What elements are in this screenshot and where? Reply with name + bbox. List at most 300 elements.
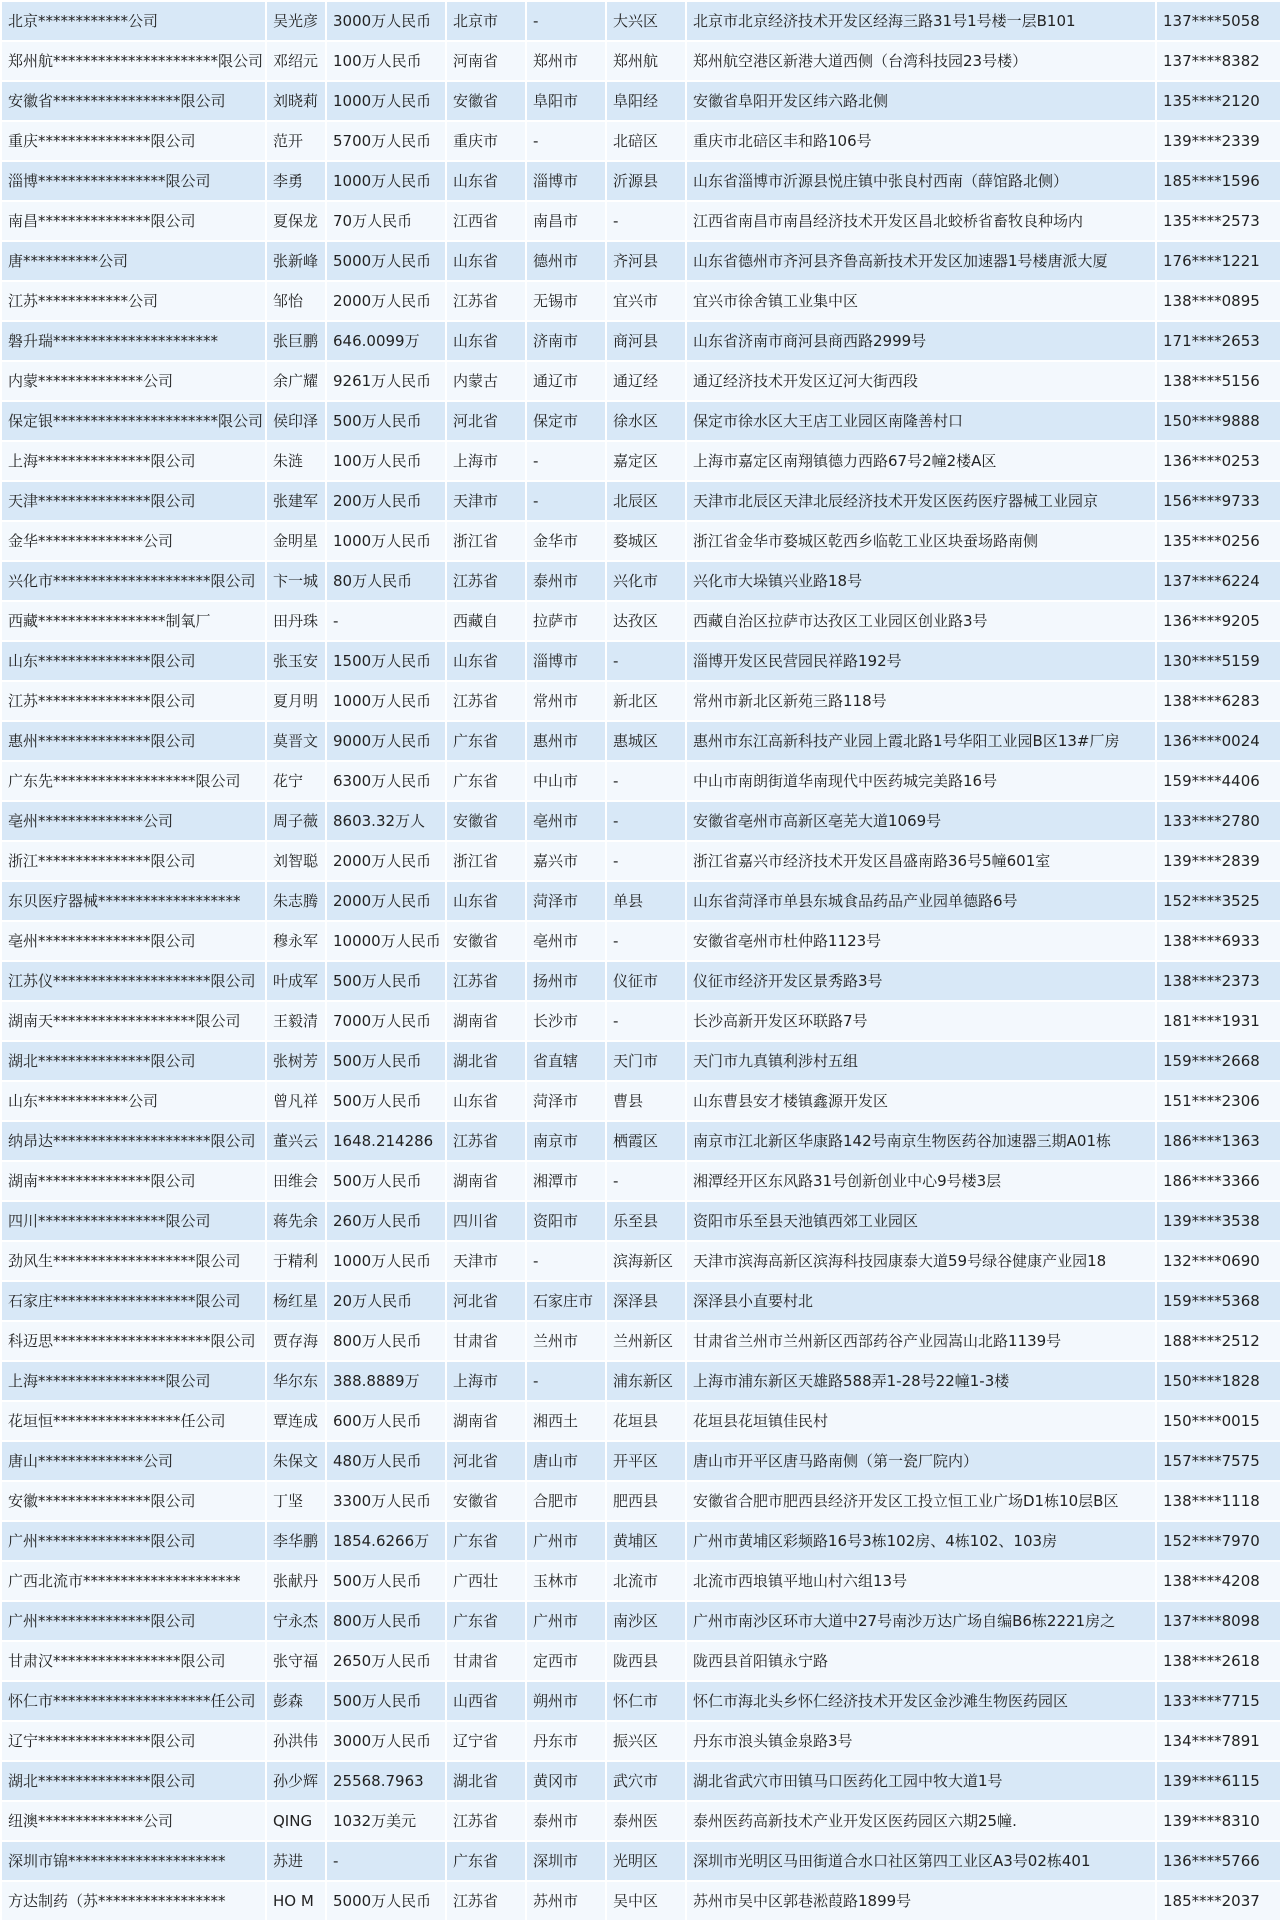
company-name-cell: 江苏************公司 bbox=[1, 281, 266, 321]
district-cell: 武穴市 bbox=[606, 1761, 686, 1801]
company-name-cell: 淄博*****************限公司 bbox=[1, 161, 266, 201]
table-row bbox=[1, 81, 1280, 121]
company-name-cell: 唐山**************公司 bbox=[1, 1441, 266, 1481]
province-cell: 重庆市 bbox=[446, 121, 526, 161]
table-row bbox=[1, 961, 1280, 1001]
province-cell: 四川省 bbox=[446, 1201, 526, 1241]
company-name-cell: 广州***************限公司 bbox=[1, 1521, 266, 1561]
province-cell: 广西壮 bbox=[446, 1561, 526, 1601]
registered-capital-cell: 500万人民币 bbox=[326, 1561, 446, 1601]
province-cell: 上海市 bbox=[446, 441, 526, 481]
province-cell: 天津市 bbox=[446, 1241, 526, 1281]
registered-capital-cell: 3300万人民币 bbox=[326, 1481, 446, 1521]
legal-person-cell: 刘智聪 bbox=[266, 841, 326, 881]
city-cell: 省直辖 bbox=[526, 1041, 606, 1081]
registered-capital-cell: 5000万人民币 bbox=[326, 241, 446, 281]
province-cell: 广东省 bbox=[446, 1601, 526, 1641]
phone-cell: 150****0015 bbox=[1156, 1401, 1280, 1441]
city-cell: 菏泽市 bbox=[526, 1081, 606, 1121]
city-cell: 嘉兴市 bbox=[526, 841, 606, 881]
legal-person-cell: 张树芳 bbox=[266, 1041, 326, 1081]
table-row bbox=[1, 161, 1280, 201]
company-name-cell: 亳州**************公司 bbox=[1, 801, 266, 841]
phone-cell: 137****6224 bbox=[1156, 561, 1280, 601]
registered-capital-cell: 500万人民币 bbox=[326, 1041, 446, 1081]
table-row bbox=[1, 321, 1280, 361]
province-cell: 安徽省 bbox=[446, 801, 526, 841]
district-cell: 陇西县 bbox=[606, 1641, 686, 1681]
city-cell: 菏泽市 bbox=[526, 881, 606, 921]
company-name-cell: 方达制药（苏***************** bbox=[1, 1881, 266, 1921]
registered-capital-cell: 646.0099万 bbox=[326, 321, 446, 361]
phone-cell: 136****5766 bbox=[1156, 1841, 1280, 1881]
city-cell: 阜阳市 bbox=[526, 81, 606, 121]
legal-person-cell: 周子薇 bbox=[266, 801, 326, 841]
table-row bbox=[1, 361, 1280, 401]
city-cell: 黄冈市 bbox=[526, 1761, 606, 1801]
city-cell: 广州市 bbox=[526, 1601, 606, 1641]
province-cell: 山东省 bbox=[446, 641, 526, 681]
legal-person-cell: 宁永杰 bbox=[266, 1601, 326, 1641]
legal-person-cell: 董兴云 bbox=[266, 1121, 326, 1161]
company-name-cell: 安徽***************限公司 bbox=[1, 1481, 266, 1521]
province-cell: 安徽省 bbox=[446, 921, 526, 961]
district-cell: - bbox=[606, 641, 686, 681]
province-cell: 湖北省 bbox=[446, 1761, 526, 1801]
address-cell: 上海市浦东新区天雄路588弄1-28号22幢1-3楼 bbox=[686, 1361, 1156, 1401]
district-cell: 黄埔区 bbox=[606, 1521, 686, 1561]
legal-person-cell: 张玉安 bbox=[266, 641, 326, 681]
district-cell: 乐至县 bbox=[606, 1201, 686, 1241]
legal-person-cell: 于精利 bbox=[266, 1241, 326, 1281]
city-cell: 无锡市 bbox=[526, 281, 606, 321]
district-cell: 郑州航 bbox=[606, 41, 686, 81]
address-cell: 山东曹县安才楼镇鑫源开发区 bbox=[686, 1081, 1156, 1121]
district-cell: 吴中区 bbox=[606, 1881, 686, 1921]
phone-cell: 138****6933 bbox=[1156, 921, 1280, 961]
legal-person-cell: 朱志腾 bbox=[266, 881, 326, 921]
district-cell: 开平区 bbox=[606, 1441, 686, 1481]
company-name-cell: 纽澳**************公司 bbox=[1, 1801, 266, 1841]
city-cell: 淄博市 bbox=[526, 161, 606, 201]
phone-cell: 152****3525 bbox=[1156, 881, 1280, 921]
province-cell: 江苏省 bbox=[446, 1121, 526, 1161]
legal-person-cell: 张巨鹏 bbox=[266, 321, 326, 361]
district-cell: 深泽县 bbox=[606, 1281, 686, 1321]
table-row bbox=[1, 601, 1280, 641]
table-row bbox=[1, 1841, 1280, 1881]
district-cell: 北碚区 bbox=[606, 121, 686, 161]
company-name-cell: 北京************公司 bbox=[1, 1, 266, 41]
legal-person-cell: 叶成军 bbox=[266, 961, 326, 1001]
province-cell: 山东省 bbox=[446, 241, 526, 281]
registered-capital-cell: 1000万人民币 bbox=[326, 161, 446, 201]
company-name-cell: 山东************公司 bbox=[1, 1081, 266, 1121]
company-name-cell: 唐**********公司 bbox=[1, 241, 266, 281]
phone-cell: 188****2512 bbox=[1156, 1321, 1280, 1361]
province-cell: 山东省 bbox=[446, 1081, 526, 1121]
district-cell: 怀仁市 bbox=[606, 1681, 686, 1721]
legal-person-cell: 邹怡 bbox=[266, 281, 326, 321]
city-cell: 兰州市 bbox=[526, 1321, 606, 1361]
registered-capital-cell: 1500万人民币 bbox=[326, 641, 446, 681]
district-cell: 齐河县 bbox=[606, 241, 686, 281]
district-cell: 天门市 bbox=[606, 1041, 686, 1081]
city-cell: - bbox=[526, 121, 606, 161]
phone-cell: 176****1221 bbox=[1156, 241, 1280, 281]
company-name-cell: 广东先*******************限公司 bbox=[1, 761, 266, 801]
city-cell: 保定市 bbox=[526, 401, 606, 441]
legal-person-cell: 邓绍元 bbox=[266, 41, 326, 81]
table-row bbox=[1, 1241, 1280, 1281]
phone-cell: 139****6115 bbox=[1156, 1761, 1280, 1801]
phone-cell: 156****9733 bbox=[1156, 481, 1280, 521]
company-name-cell: 安徽省*****************限公司 bbox=[1, 81, 266, 121]
district-cell: 浦东新区 bbox=[606, 1361, 686, 1401]
city-cell: - bbox=[526, 1241, 606, 1281]
table-row bbox=[1, 1441, 1280, 1481]
company-name-cell: 上海*****************限公司 bbox=[1, 1361, 266, 1401]
city-cell: 湘西土 bbox=[526, 1401, 606, 1441]
registered-capital-cell: 2000万人民币 bbox=[326, 881, 446, 921]
province-cell: 广东省 bbox=[446, 1521, 526, 1561]
phone-cell: 139****2339 bbox=[1156, 121, 1280, 161]
address-cell: 苏州市吴中区郭巷淞葭路1899号 bbox=[686, 1881, 1156, 1921]
phone-cell: 136****9205 bbox=[1156, 601, 1280, 641]
table-row bbox=[1, 881, 1280, 921]
registered-capital-cell: 2650万人民币 bbox=[326, 1641, 446, 1681]
table-row bbox=[1, 1321, 1280, 1361]
city-cell: 郑州市 bbox=[526, 41, 606, 81]
phone-cell: 151****2306 bbox=[1156, 1081, 1280, 1121]
registered-capital-cell: 8603.32万人 bbox=[326, 801, 446, 841]
legal-person-cell: 刘晓莉 bbox=[266, 81, 326, 121]
registered-capital-cell: 6300万人民币 bbox=[326, 761, 446, 801]
phone-cell: 139****2839 bbox=[1156, 841, 1280, 881]
phone-cell: 186****3366 bbox=[1156, 1161, 1280, 1201]
phone-cell: 185****1596 bbox=[1156, 161, 1280, 201]
address-cell: 中山市南朗街道华南现代中医药城完美路16号 bbox=[686, 761, 1156, 801]
phone-cell: 138****5156 bbox=[1156, 361, 1280, 401]
company-name-cell: 天津***************限公司 bbox=[1, 481, 266, 521]
district-cell: - bbox=[606, 801, 686, 841]
registered-capital-cell: 500万人民币 bbox=[326, 401, 446, 441]
province-cell: 辽宁省 bbox=[446, 1721, 526, 1761]
city-cell: 唐山市 bbox=[526, 1441, 606, 1481]
city-cell: - bbox=[526, 1361, 606, 1401]
phone-cell: 135****2120 bbox=[1156, 81, 1280, 121]
legal-person-cell: 田丹珠 bbox=[266, 601, 326, 641]
phone-cell: 137****5058 bbox=[1156, 1, 1280, 41]
company-name-cell: 浙江***************限公司 bbox=[1, 841, 266, 881]
table-row bbox=[1, 201, 1280, 241]
registered-capital-cell: 480万人民币 bbox=[326, 1441, 446, 1481]
legal-person-cell: 苏进 bbox=[266, 1841, 326, 1881]
address-cell: 宜兴市徐舍镇工业集中区 bbox=[686, 281, 1156, 321]
district-cell: 单县 bbox=[606, 881, 686, 921]
table-row bbox=[1, 801, 1280, 841]
address-cell: 深泽县小直要村北 bbox=[686, 1281, 1156, 1321]
province-cell: 江西省 bbox=[446, 201, 526, 241]
legal-person-cell: 张建军 bbox=[266, 481, 326, 521]
registered-capital-cell: 100万人民币 bbox=[326, 41, 446, 81]
district-cell: 北流市 bbox=[606, 1561, 686, 1601]
province-cell: 安徽省 bbox=[446, 1481, 526, 1521]
address-cell: 泰州医药高新技术产业开发区医药园区六期25幢. bbox=[686, 1801, 1156, 1841]
registered-capital-cell: 1000万人民币 bbox=[326, 681, 446, 721]
district-cell: - bbox=[606, 761, 686, 801]
district-cell: 滨海新区 bbox=[606, 1241, 686, 1281]
address-cell: 兴化市大垛镇兴业路18号 bbox=[686, 561, 1156, 601]
district-cell: - bbox=[606, 201, 686, 241]
address-cell: 通辽经济技术开发区辽河大街西段 bbox=[686, 361, 1156, 401]
registered-capital-cell: 5000万人民币 bbox=[326, 1881, 446, 1921]
legal-person-cell: 曾凡祥 bbox=[266, 1081, 326, 1121]
legal-person-cell: 杨红星 bbox=[266, 1281, 326, 1321]
city-cell: 广州市 bbox=[526, 1521, 606, 1561]
registered-capital-cell: 10000万人民币 bbox=[326, 921, 446, 961]
province-cell: 江苏省 bbox=[446, 281, 526, 321]
legal-person-cell: 李华鹏 bbox=[266, 1521, 326, 1561]
registered-capital-cell: 500万人民币 bbox=[326, 1681, 446, 1721]
legal-person-cell: 莫晋文 bbox=[266, 721, 326, 761]
company-name-cell: 南昌***************限公司 bbox=[1, 201, 266, 241]
province-cell: 河北省 bbox=[446, 1441, 526, 1481]
company-name-cell: 纳昂达*********************限公司 bbox=[1, 1121, 266, 1161]
province-cell: 甘肃省 bbox=[446, 1641, 526, 1681]
city-cell: 资阳市 bbox=[526, 1201, 606, 1241]
legal-person-cell: 朱涟 bbox=[266, 441, 326, 481]
company-name-cell: 保定银**********************限公司 bbox=[1, 401, 266, 441]
registered-capital-cell: 9000万人民币 bbox=[326, 721, 446, 761]
company-name-cell: 湖南***************限公司 bbox=[1, 1161, 266, 1201]
registered-capital-cell: 3000万人民币 bbox=[326, 1, 446, 41]
city-cell: 亳州市 bbox=[526, 801, 606, 841]
province-cell: 山东省 bbox=[446, 321, 526, 361]
legal-person-cell: 田维会 bbox=[266, 1161, 326, 1201]
address-cell: 重庆市北碚区丰和路106号 bbox=[686, 121, 1156, 161]
registered-capital-cell: 600万人民币 bbox=[326, 1401, 446, 1441]
address-cell: 深圳市光明区马田街道合水口社区第四工业区A3号02栋401 bbox=[686, 1841, 1156, 1881]
table-row bbox=[1, 681, 1280, 721]
phone-cell: 138****6283 bbox=[1156, 681, 1280, 721]
city-cell: 定西市 bbox=[526, 1641, 606, 1681]
table-row bbox=[1, 1161, 1280, 1201]
city-cell: 亳州市 bbox=[526, 921, 606, 961]
phone-cell: 186****1363 bbox=[1156, 1121, 1280, 1161]
registered-capital-cell: 500万人民币 bbox=[326, 961, 446, 1001]
legal-person-cell: 朱保文 bbox=[266, 1441, 326, 1481]
address-cell: 天门市九真镇利涉村五组 bbox=[686, 1041, 1156, 1081]
province-cell: 江苏省 bbox=[446, 1801, 526, 1841]
table-row bbox=[1, 841, 1280, 881]
city-cell: 惠州市 bbox=[526, 721, 606, 761]
table-row bbox=[1, 761, 1280, 801]
legal-person-cell: 夏保龙 bbox=[266, 201, 326, 241]
district-cell: 婺城区 bbox=[606, 521, 686, 561]
province-cell: 湖南省 bbox=[446, 1401, 526, 1441]
district-cell: 南沙区 bbox=[606, 1601, 686, 1641]
legal-person-cell: 范开 bbox=[266, 121, 326, 161]
table-row bbox=[1, 1361, 1280, 1401]
legal-person-cell: 卞一城 bbox=[266, 561, 326, 601]
legal-person-cell: 王毅清 bbox=[266, 1001, 326, 1041]
registered-capital-cell: 7000万人民币 bbox=[326, 1001, 446, 1041]
city-cell: 合肥市 bbox=[526, 1481, 606, 1521]
phone-cell: 138****2618 bbox=[1156, 1641, 1280, 1681]
table-row bbox=[1, 281, 1280, 321]
district-cell: 泰州医 bbox=[606, 1801, 686, 1841]
province-cell: 江苏省 bbox=[446, 961, 526, 1001]
city-cell: 常州市 bbox=[526, 681, 606, 721]
address-cell: 山东省菏泽市单县东城食品药品产业园单德路6号 bbox=[686, 881, 1156, 921]
company-name-cell: 湖北***************限公司 bbox=[1, 1041, 266, 1081]
phone-cell: 137****8098 bbox=[1156, 1601, 1280, 1641]
registered-capital-cell: 2000万人民币 bbox=[326, 841, 446, 881]
address-cell: 长沙高新开发区环联路7号 bbox=[686, 1001, 1156, 1041]
address-cell: 湘潭经开区东风路31号创新创业中心9号楼3层 bbox=[686, 1161, 1156, 1201]
legal-person-cell: 孙洪伟 bbox=[266, 1721, 326, 1761]
address-cell: 江西省南昌市南昌经济技术开发区昌北蛟桥省畜牧良种场内 bbox=[686, 201, 1156, 241]
phone-cell: 185****2037 bbox=[1156, 1881, 1280, 1921]
company-name-cell: 东贝医疗器械******************* bbox=[1, 881, 266, 921]
phone-cell: 159****4406 bbox=[1156, 761, 1280, 801]
company-name-cell: 郑州航**********************限公司 bbox=[1, 41, 266, 81]
phone-cell: 132****0690 bbox=[1156, 1241, 1280, 1281]
legal-person-cell: 穆永军 bbox=[266, 921, 326, 961]
province-cell: 江苏省 bbox=[446, 1881, 526, 1921]
district-cell: 兴化市 bbox=[606, 561, 686, 601]
phone-cell: 130****5159 bbox=[1156, 641, 1280, 681]
table-row bbox=[1, 1, 1280, 41]
district-cell: 振兴区 bbox=[606, 1721, 686, 1761]
address-cell: 上海市嘉定区南翔镇德力西路67号2幢2楼A区 bbox=[686, 441, 1156, 481]
legal-person-cell: 贾存海 bbox=[266, 1321, 326, 1361]
city-cell: 朔州市 bbox=[526, 1681, 606, 1721]
address-cell: 唐山市开平区唐马路南侧（第一瓷厂院内） bbox=[686, 1441, 1156, 1481]
phone-cell: 150****1828 bbox=[1156, 1361, 1280, 1401]
city-cell: 淄博市 bbox=[526, 641, 606, 681]
table-row bbox=[1, 401, 1280, 441]
table-row bbox=[1, 1281, 1280, 1321]
province-cell: 广东省 bbox=[446, 761, 526, 801]
address-cell: 山东省济南市商河县商西路2999号 bbox=[686, 321, 1156, 361]
address-cell: 淄博开发区民营园民祥路192号 bbox=[686, 641, 1156, 681]
phone-cell: 157****7575 bbox=[1156, 1441, 1280, 1481]
registered-capital-cell: 1000万人民币 bbox=[326, 81, 446, 121]
company-name-cell: 广州***************限公司 bbox=[1, 1601, 266, 1641]
city-cell: 泰州市 bbox=[526, 1801, 606, 1841]
registered-capital-cell: 1648.214286 bbox=[326, 1121, 446, 1161]
city-cell: 深圳市 bbox=[526, 1841, 606, 1881]
address-cell: 资阳市乐至县天池镇西郊工业园区 bbox=[686, 1201, 1156, 1241]
province-cell: 河南省 bbox=[446, 41, 526, 81]
city-cell: 玉林市 bbox=[526, 1561, 606, 1601]
district-cell: 阜阳经 bbox=[606, 81, 686, 121]
city-cell: 泰州市 bbox=[526, 561, 606, 601]
legal-person-cell: 花宁 bbox=[266, 761, 326, 801]
province-cell: 山东省 bbox=[446, 881, 526, 921]
city-cell: 湘潭市 bbox=[526, 1161, 606, 1201]
city-cell: - bbox=[526, 1, 606, 41]
phone-cell: 139****3538 bbox=[1156, 1201, 1280, 1241]
address-cell: 安徽省合肥市肥西县经济开发区工投立恒工业广场D1栋10层B区 bbox=[686, 1481, 1156, 1521]
company-name-cell: 湖南天*******************限公司 bbox=[1, 1001, 266, 1041]
address-cell: 山东省德州市齐河县齐鲁高新技术开发区加速器1号楼唐派大厦 bbox=[686, 241, 1156, 281]
address-cell: 南京市江北新区华康路142号南京生物医药谷加速器三期A01栋 bbox=[686, 1121, 1156, 1161]
district-cell: 徐水区 bbox=[606, 401, 686, 441]
table-body bbox=[1, 1, 1280, 1921]
district-cell: 花垣县 bbox=[606, 1401, 686, 1441]
registered-capital-cell: 800万人民币 bbox=[326, 1601, 446, 1641]
company-name-cell: 重庆***************限公司 bbox=[1, 121, 266, 161]
legal-person-cell: QING bbox=[266, 1801, 326, 1841]
phone-cell: 150****9888 bbox=[1156, 401, 1280, 441]
legal-person-cell: 李勇 bbox=[266, 161, 326, 201]
company-name-cell: 山东***************限公司 bbox=[1, 641, 266, 681]
province-cell: 山东省 bbox=[446, 161, 526, 201]
legal-person-cell: 蒋先余 bbox=[266, 1201, 326, 1241]
table-row bbox=[1, 481, 1280, 521]
table-row bbox=[1, 1481, 1280, 1521]
company-name-cell: 广西北流市********************* bbox=[1, 1561, 266, 1601]
city-cell: - bbox=[526, 481, 606, 521]
address-cell: 仪征市经济开发区景秀路3号 bbox=[686, 961, 1156, 1001]
city-cell: 南昌市 bbox=[526, 201, 606, 241]
registered-capital-cell: 388.8889万 bbox=[326, 1361, 446, 1401]
city-cell: 金华市 bbox=[526, 521, 606, 561]
district-cell: - bbox=[606, 841, 686, 881]
table-row bbox=[1, 1561, 1280, 1601]
table-row bbox=[1, 1201, 1280, 1241]
table-row bbox=[1, 1881, 1280, 1921]
province-cell: 湖南省 bbox=[446, 1161, 526, 1201]
registered-capital-cell: 9261万人民币 bbox=[326, 361, 446, 401]
city-cell: 石家庄市 bbox=[526, 1281, 606, 1321]
table-row bbox=[1, 521, 1280, 561]
table-row bbox=[1, 1041, 1280, 1081]
district-cell: 兰州新区 bbox=[606, 1321, 686, 1361]
address-cell: 浙江省金华市婺城区乾西乡临乾工业区块蚕场路南侧 bbox=[686, 521, 1156, 561]
district-cell: 通辽经 bbox=[606, 361, 686, 401]
registered-capital-cell: - bbox=[326, 601, 446, 641]
address-cell: 安徽省阜阳开发区纬六路北侧 bbox=[686, 81, 1156, 121]
province-cell: 广东省 bbox=[446, 721, 526, 761]
city-cell: - bbox=[526, 441, 606, 481]
company-name-cell: 花垣恒*****************任公司 bbox=[1, 1401, 266, 1441]
address-cell: 北京市北京经济技术开发区经海三路31号1号楼一层B101 bbox=[686, 1, 1156, 41]
legal-person-cell: 丁坚 bbox=[266, 1481, 326, 1521]
legal-person-cell: 孙少辉 bbox=[266, 1761, 326, 1801]
company-name-cell: 科迈思*********************限公司 bbox=[1, 1321, 266, 1361]
table-row bbox=[1, 1081, 1280, 1121]
phone-cell: 133****7715 bbox=[1156, 1681, 1280, 1721]
company-name-cell: 兴化市*********************限公司 bbox=[1, 561, 266, 601]
city-cell: 拉萨市 bbox=[526, 601, 606, 641]
phone-cell: 134****7891 bbox=[1156, 1721, 1280, 1761]
city-cell: 济南市 bbox=[526, 321, 606, 361]
address-cell: 怀仁市海北头乡怀仁经济技术开发区金沙滩生物医药园区 bbox=[686, 1681, 1156, 1721]
city-cell: 中山市 bbox=[526, 761, 606, 801]
address-cell: 广州市黄埔区彩频路16号3栋102房、4栋102、103房 bbox=[686, 1521, 1156, 1561]
registered-capital-cell: 70万人民币 bbox=[326, 201, 446, 241]
district-cell: 沂源县 bbox=[606, 161, 686, 201]
table-row bbox=[1, 561, 1280, 601]
registered-capital-cell: 1032万美元 bbox=[326, 1801, 446, 1841]
province-cell: 河北省 bbox=[446, 1281, 526, 1321]
company-name-cell: 四川*****************限公司 bbox=[1, 1201, 266, 1241]
company-name-cell: 内蒙**************公司 bbox=[1, 361, 266, 401]
